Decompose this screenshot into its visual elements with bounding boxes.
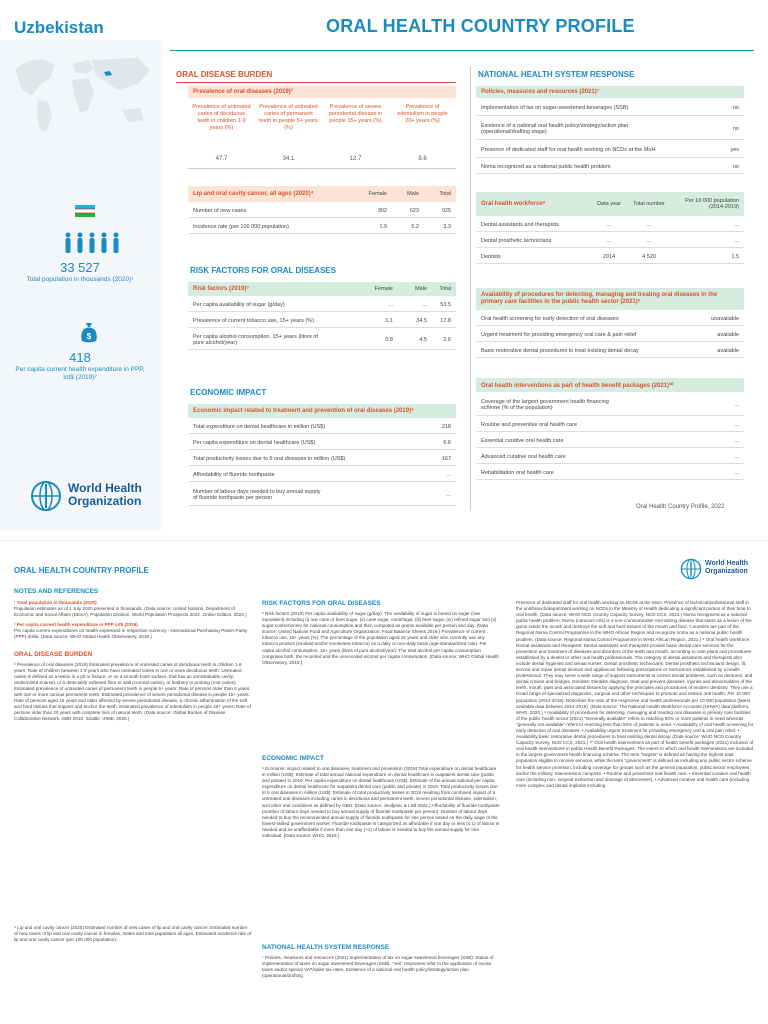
table-row [188,330,456,350]
risk-col-female: Female [374,286,393,292]
row-male: 623 [409,207,419,214]
prevalence-header: Prevalence of oral diseases (2019)³ [188,86,456,98]
risk-header [188,282,456,296]
who-emblem-icon [30,480,62,512]
row-label: Number of new cases [193,207,247,214]
row-total: 925 [441,207,451,214]
table-row [188,436,456,450]
table-row [188,420,456,434]
row-female: 1.9 [379,223,387,230]
table-row [476,218,744,232]
row-label: Affordability of fluoride toothpaste [193,471,275,478]
burden-notes-text: ³ Prevalence of oral diseases (2019) Estimated prevalence of untreated caries of deciduous teeth in children 1-9 years: Rate of children between 1-9 years who have untreated caries in one or more deciduous teeth. Untreated caries is defined as a lesion in a pit or fissure, or on a smooth tooth surface, that has an unmistakable cavity, undermined enamel, or a detectably softened floor or wall (coronal caries), or leathery to probing (root caries). Estimated prevalence of untreated caries of permanent teeth in people 5+ years: Rate of persons older than 5 years with one or more carious permanent teeth. Estimated prevalence of severe periodontal disease in people 15+ years: Rate of persons aged 15 years and older affected by severe periodontal disease, a chronic inflammation of the soft and hard tissues that support and anchor the teeth. Estimated prevalence of edentulism in people 20+ years: Rate of persons older than 20 years with complete loss of natural teeth. (Data source: Global Burden of Disease Collaborative Network. GBD 2019. Seattle: IHME, 2020.) [14,661,251,722]
who-logo [30,478,158,516]
row-value: 6.6 [443,439,451,446]
econ-notes-title: ECONOMIC IMPACT [262,755,324,762]
row-label: Advanced curative oral health care [481,453,566,460]
who-emblem-icon [680,558,702,580]
row-value: unavailable [711,315,739,322]
row-per10k: 1.5 [731,253,739,260]
row-male: 34.5 [416,317,427,324]
workforce-col-per10k: Per 10 000 population (2014-2019) [685,198,739,210]
prevalence-col-4: Prevalence of edentulism in people 20+ years (%) [397,104,448,124]
population-icon [62,232,122,254]
row-label: Total productivity losses due to 5 oral diseases in million (US$) [193,455,346,462]
row-value: yes [730,146,739,153]
prevalence-col-1: Prevalence of untreated caries of deciduous teeth in children 1-9 years (%) [192,104,251,131]
page-title: ORAL HEALTH COUNTRY PROFILE [326,16,635,36]
footer-note: Oral Health Country Profile, 2022 [636,504,725,510]
row-label: Dentists [481,253,501,260]
who-name-line1: World Health [705,560,749,567]
table-row [476,312,744,326]
note-2-title: ² Per capita current health expenditure in PPP int$ (2019) [14,622,138,628]
row-value: ... [734,453,739,460]
note-1 [14,600,252,618]
table-row [476,434,744,448]
row-value: no [732,163,739,170]
row-male: 4.5 [419,336,427,343]
table-row [188,468,456,482]
notes-column-3 [516,600,754,1020]
row-value: ... [734,401,739,408]
row-total: 3.3 [443,223,451,230]
row-value: ... [734,421,739,428]
oral-disease-burden-title: ORAL DISEASE BURDEN [176,70,273,79]
risk-factors-title: RISK FACTORS FOR ORAL DISEASES [190,266,336,275]
row-label: Per capita alcohol consumption, 15+ years (litres of pure alcohol/year) [193,333,318,346]
cancer-col-female: Female [368,191,387,197]
note-2-text: Per capita current expenditures on health expressed in respective currency - international Purchasing Power Parity (PPP) dollar. (Data source: WHO Global Health Observatory, 2019.) [14,628,248,640]
population-value: 33 527 [60,260,100,275]
row-female: 302 [377,207,387,214]
table-row [476,344,744,358]
row-value: available [717,331,739,338]
prevalence-value-2: 34.1 [282,156,295,162]
row-label: Prevalence of current tobacco use, 15+ years (%) [193,317,314,324]
row-female: 1.1 [385,317,393,324]
economic-header: Economic impact related to treatment and prevention of oral diseases (2019)⁶ [188,404,456,418]
table-row [188,452,456,466]
economic-impact-title: ECONOMIC IMPACT [190,388,267,397]
note-1-title: ¹ Total population in thousands (2020) [14,600,97,605]
row-number: ... [646,237,652,244]
risk-notes-text: ⁵ Risk factors (2019) Per capita availability of sugar (g/day): The availability of sugar is based on sugar (raw equivalent) including (i) raw cane or beet sugar, (ii) cane sugar, centrifugal, (iii) beet sugar, (iv) refined sugar and (v) sugar confectionery for national consumption and then computed as grams available per person and day. (Data source: United Nations Food and Agriculture Organization. Food Balance Sheets 2019.) Prevalence of current tobacco use, 15+ years (%): The percentage of the population aged 15 years and older who currently use any tobacco product (smoked and/or smokeless tobacco) on a daily or non-daily basis (age-standardized rate). Per capita alcohol consumption, 15+ years (litres of pure alcohol/year): The total alcohol per capita consumption comprises both, the recorded and the unrecorded alcohol per capita consumption. (Data source: WHO Global Health Observatory, 2019.) [262,611,499,665]
expenditure-label: Per capita current health expenditure in PPP, int$ (2019)² [15,366,145,381]
row-value: ... [446,491,451,498]
prevalence-value-3: 12.7 [349,156,362,162]
header-divider [170,50,754,51]
prevalence-columns [188,104,456,152]
econ-notes-text: ⁶ Economic impact related to oral diseases, treatment and prevention (2019) Total expenditure on dental healthcare in million (US$): Estimate of total annual national expenditure on dental healthcare in outpatient dental care (public and private) in 2019. Per capita expenditure on dental healthcare (US$): Estimate of the annual national per capita expenditure on dental healthcare for outpatient dental care (public and private) in 2019. Total productivity losses due to 5 oral diseases in million (US$): Estimate of total productivity losses in 2019 resulting from combined impact of 5 untreated oral diseases including caries in deciduous and permanent teeth, severe periodontal disease, edentulism, and other oral conditions as defined by GBD. (Data source: Jevdjevic & Listl 2022.) Affordability of fluoride toothpaste (number of labour days needed to buy annual supply of fluoride toothpaste per person): Number of labour days needed to buy the recommended annual supply of fluoride toothpaste for one person based on the daily wage of the lowest-skilled government worker. Fluoride toothpaste is categorized as affordable if one day or less (≤ 1) of labour is needed and as unaffordable if more than one day (>1) of labour is needed to buy the annual supply for one individual. (Data source: WHO, 2019.) [262,766,500,839]
prevalence-col-3: Prevalence of severe periodontal disease in people 15+ years (%) [328,104,383,124]
row-label: Implementation of tax on sugar-sweetened beverages (SSB) [481,104,629,111]
notes-column-1 [14,600,252,965]
row-label: Total expenditure on dental healthcare in million (US$) [193,423,326,430]
table-row [188,484,456,506]
risk-notes-title: RISK FACTORS FOR ORAL DISEASES [262,600,381,607]
table-row [476,160,744,174]
cancer-header-title: Lip and oral cavity cancer, all ages (2020)⁴ [193,191,314,197]
table-row [188,314,456,328]
prevalence-col-2: Prevalence of untreated caries of permanent teeth in people 5+ years (%) [259,104,318,131]
money-bag-icon [80,322,98,344]
risk-header-title: Risk factors (2019)⁵ [193,286,250,292]
row-label: Presence of dedicated staff for oral health working on NCDs at the MoH [481,146,656,153]
workforce-col-total: Total number [633,201,665,207]
row-label: Number of labour days needed to buy annual supply of fluoride toothpaste per person [193,488,321,501]
page-divider [0,540,768,541]
page2-title: ORAL HEALTH COUNTRY PROFILE [14,566,149,575]
row-female: ... [388,301,393,308]
row-year: ... [606,237,612,244]
row-label: Essential curative oral health care [481,437,564,444]
row-number: ... [646,221,652,228]
population-label: Total population in thousands (2020)¹ [26,276,134,283]
row-value: no [732,104,739,111]
nhs-notes-continued: Presence of dedicated staff for oral health working on NCDs at the MoH: Presence of technical/professional staff in the unit/branch/department working on NCDs in the Ministry of Health dedicating a significant portion of their time to oral health. (Data source: WHO NCD Country Capacity Survey, NCD CCS, 2021.) Noma recognized as a national public health problem: Noma (cancrum oris) is a non-communicable necrotizing disease that starts as a lesion of the gums inside the mouth and destroys the soft and hard tissues of the mouth and face. Countries are part of the Regional Noma Control Programme in the WHO African Region and recognize noma as a national public health problem. (Data source: Regional Noma Control Programme in WHO African Region, 2021.) ⁸ Oral health workforce Dental assistants and therapists: Dental assistants and therapists provide basic dental care services for the prevention and treatment of diseases and disorders of the teeth and mouth, according to care plans and procedures established by a dentist or other oral health professionals. The category of dental assistants and therapists also include dental hygienist and dental nurses. Dental prosthetic technicians: Dental prosthetic technicians design, fit, service and repair dental devices and appliances following prescriptions or instructions established by a health professional. They may serve a wide range of support instruments to correct dental problems, such as dentures, and dental crowns and bridges. Dentists: Dentists diagnose, treat and prevent diseases, injuries and abnormalities of the teeth, mouth, jaws and associated tissues by applying the principles and procedures of modern dentistry. They use a broad range of specialized diagnostic, surgical and other techniques to promote and restore oral health. Per 10 000 population (2014-2019): Describes the ratio of the respective oral health professionals per 10 000 population (latest available data between 2014-2019). (Data source: The National Health Workforce Accounts (NHWA) data platform, WHO, 2020.) ⁹ Availability of procedures for detecting, managing and treating oral diseases in primary care facilities of the public health sector (2021) "Generally available" refers to reaching 50% or more patients in need whereas "generally not available" refers to reaching less than 50% of patients in need. • Availability of oral health screening for early detection of oral diseases. • Availability urgent treatment for providing emergency oral & oral pain relief. • Availability basic restorative dental procedures to treat existing dental decay. (Data source: WHO NCD Country Capacity Survey, NCD CCS, 2021.) ¹⁰ Oral health interventions as part of health benefit packages (2021) Inclusion of oral health interventions in public Health Benefit Packages: The extent to which oral health interventions are included in the largest government health financing scheme. The term "largest" is defined as having the highest total population eligible to receive services, while the term "government" is defined as including any public sector scheme for health service provision, including coverage for groups such as the general population, public sector employees and/or the military. Interventions comprise: • Routine and preventive oral health care. • Essential curative oral health care (including non- surgical extraction and drainage of abscesses). • Advanced curative oral health care (including more complex and dental implants including [516,600,754,788]
column-divider [470,66,471,511]
row-value: 167 [441,455,451,462]
cancer-notes-text: ⁴ Lip and oral cavity cancer (2020) Estimated number of new cases of lip and oral cavity cancer: Estimated number of new cases of lip and oral cavity cancer in females, males and total population all ages. Estimated incidence rate of lip and oral cavity cancer (per 100 000 population): [14,924,252,942]
row-label: Per capita expenditure on dental healthcare (US$) [193,439,316,446]
expenditure-value: 418 [69,350,91,365]
row-value: ... [734,469,739,476]
table-row [476,118,744,140]
row-label: Basic restorative dental procedures to treat existing dental decay [481,347,639,354]
row-total: 17.8 [440,317,451,324]
row-label: Oral health screening for early detection of oral diseases [481,315,619,322]
row-total: 53.5 [440,301,451,308]
row-label: Urgent treatment for providing emergency oral care & pain relief [481,331,637,338]
nhs-notes-title: NATIONAL HEALTH SYSTEM RESPONSE [262,944,390,951]
prevalence-value-4: 8.6 [418,156,427,162]
table-row [476,234,744,248]
table-row [476,250,744,264]
notes-column-2 [262,600,500,995]
table-row [476,100,744,116]
row-number: 4 520 [642,253,656,260]
risk-col-male: Male [415,286,427,292]
row-per10k: ... [734,221,739,228]
row-label: Rehabilitation oral health care [481,469,554,476]
table-row [476,450,744,464]
uzbekistan-flag-icon [75,205,95,217]
workforce-header [476,192,744,216]
availability-header: Availability of procedures for detecting, managing and treating oral diseases in the primary care facilities in the public health sector (2021)⁹ [476,288,744,310]
row-male: 5.2 [411,223,419,230]
note-2 [14,622,252,640]
note-1-text: Population estimates as of 1 July 2020 presented in thousands. (Data source: United Nations, Department of Economic and Social Affairs (DESA), Population Division. World Population Prospects 2022, Online Edition. 2022.) [14,606,247,618]
row-year: ... [606,221,612,228]
prevalence-value-1: 47.7 [215,156,228,162]
benefit-header: Oral health interventions as part of health benefit packages (2021)¹⁰ [476,378,744,392]
table-row [188,298,456,312]
workforce-header-title: Oral health workforce⁸ [481,201,546,207]
row-label: Incidence rate (per 100 000 population) [193,223,290,230]
table-row [476,466,744,480]
who-name-line2: Organization [705,568,748,575]
who-logo-small [680,556,760,582]
cancer-col-total: Total [439,191,451,197]
cancer-header [188,186,456,202]
row-label: Noma recognized as a national public health problem [481,163,611,170]
section-rule [176,82,456,83]
table-row [476,418,744,432]
row-per10k: ... [734,237,739,244]
row-label: Routine and preventive oral health care [481,421,578,428]
row-value: available [717,347,739,354]
nhs-title: NATIONAL HEALTH SYSTEM RESPONSE [478,70,635,79]
table-row [476,142,744,158]
table-row [188,220,456,234]
table-row [476,328,744,342]
row-value: ... [734,437,739,444]
row-year: 2014 [602,253,616,260]
cancer-col-male: Male [407,191,419,197]
who-name-line2: Organization [68,494,142,508]
row-label: Existence of a national oral health policy/strategy/action plan (operational/drafting stage) [481,122,629,135]
workforce-col-year: Data year [597,201,621,207]
prevalence-values [188,156,456,169]
row-label: Per capita availability of sugar (g/day) [193,301,285,308]
svg-text:$: $ [86,332,92,341]
row-total: 2.6 [443,336,451,343]
table-row [188,204,456,218]
burden-notes-title: ORAL DISEASE BURDEN [14,650,93,658]
world-map-icon [10,50,155,145]
row-value: no [732,125,739,132]
table-row [476,394,744,416]
who-name-line1: World Health [68,481,142,495]
policies-header: Policies, measures and resources (2021)⁷ [476,86,744,98]
country-name: Uzbekistan [14,18,104,37]
row-female: 0.8 [385,336,393,343]
row-male: ... [422,301,427,308]
nhs-notes-text: ⁷ Policies, measures and resources (2021) Implementation of tax on sugar-sweetened beverages (SSB): Status of implementation of taxes on sugar sweetened beverages (SSB). "Yes" responses refer to the application of excise taxes and/or special VAT/sales tax rates. Existence of a national oral health policy/strategy/action plan (operational/drafting [262,955,494,979]
row-label: Dental prosthetic technicians [481,237,552,244]
notes-title: NOTES AND REFERENCES [14,588,99,595]
row-value: 218 [441,423,451,430]
row-label: Dental assistants and therapists [481,221,559,228]
risk-col-total: Total [439,286,451,292]
row-label: Coverage of the largest government health financing scheme (% of the population) [481,398,609,411]
row-value: ... [446,471,451,478]
